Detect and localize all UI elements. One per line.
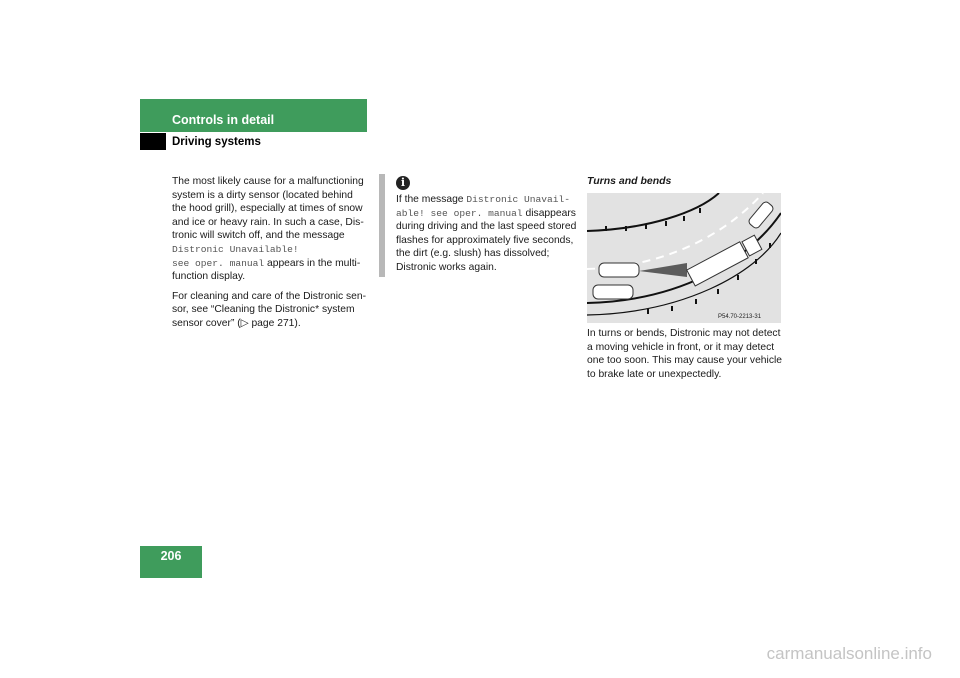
- display-message: Distronic Unavailable! see oper. manual: [396, 194, 571, 219]
- display-message-line-1: Distronic Unavailable!: [172, 243, 299, 255]
- chapter-title: Controls in detail: [172, 113, 275, 127]
- column-1: [172, 175, 368, 337]
- info-box-text: [396, 193, 580, 275]
- curve-illustration: [587, 193, 781, 323]
- paragraph-text: The most likely cause for a malfunctioning system is a dirty sensor (located behind the hood grill), especially at times of snow and ice or heavy rain. In such a case, Distronic will switch off, and the message: [172, 176, 364, 242]
- paragraph-malfunction: [172, 175, 368, 284]
- display-message-line-2: see oper. manual: [172, 257, 265, 269]
- info-text-end: disappears during driving and the last speed stored flashes for approximately five seconds, the dirt (e.g. slush) has dissolved; Distronic works again.: [396, 207, 577, 273]
- section-heading: Turns and bends: [587, 175, 672, 187]
- info-icon: i: [396, 176, 410, 190]
- page-number: 206: [140, 546, 202, 578]
- paragraph-text-end: appears in the multifunction display.: [172, 257, 361, 283]
- watermark: carmanualsonline.info: [766, 644, 932, 663]
- section-marker: [140, 133, 166, 150]
- paragraph-text: For cleaning and care of the Distronic sensor, see “Cleaning the Distronic* system sensor cover” (: [172, 290, 367, 329]
- illustration-graphic: [587, 193, 781, 323]
- paragraph-cleaning: [172, 290, 368, 331]
- page-reference[interactable]: page 271).: [248, 317, 301, 329]
- section-text: In turns or bends, Distronic may not detect a moving vehicle in front, or it may detect one too soon. This may cause your vehicle to brake late or unexpectedly.: [587, 328, 782, 380]
- page-reference-arrow-icon: ▷: [240, 317, 249, 329]
- info-box-bar: [379, 174, 385, 277]
- section-subtitle: Driving systems: [172, 136, 261, 148]
- illustration-code: P54.70-2213-31: [718, 314, 762, 320]
- info-text: If the message: [396, 194, 467, 205]
